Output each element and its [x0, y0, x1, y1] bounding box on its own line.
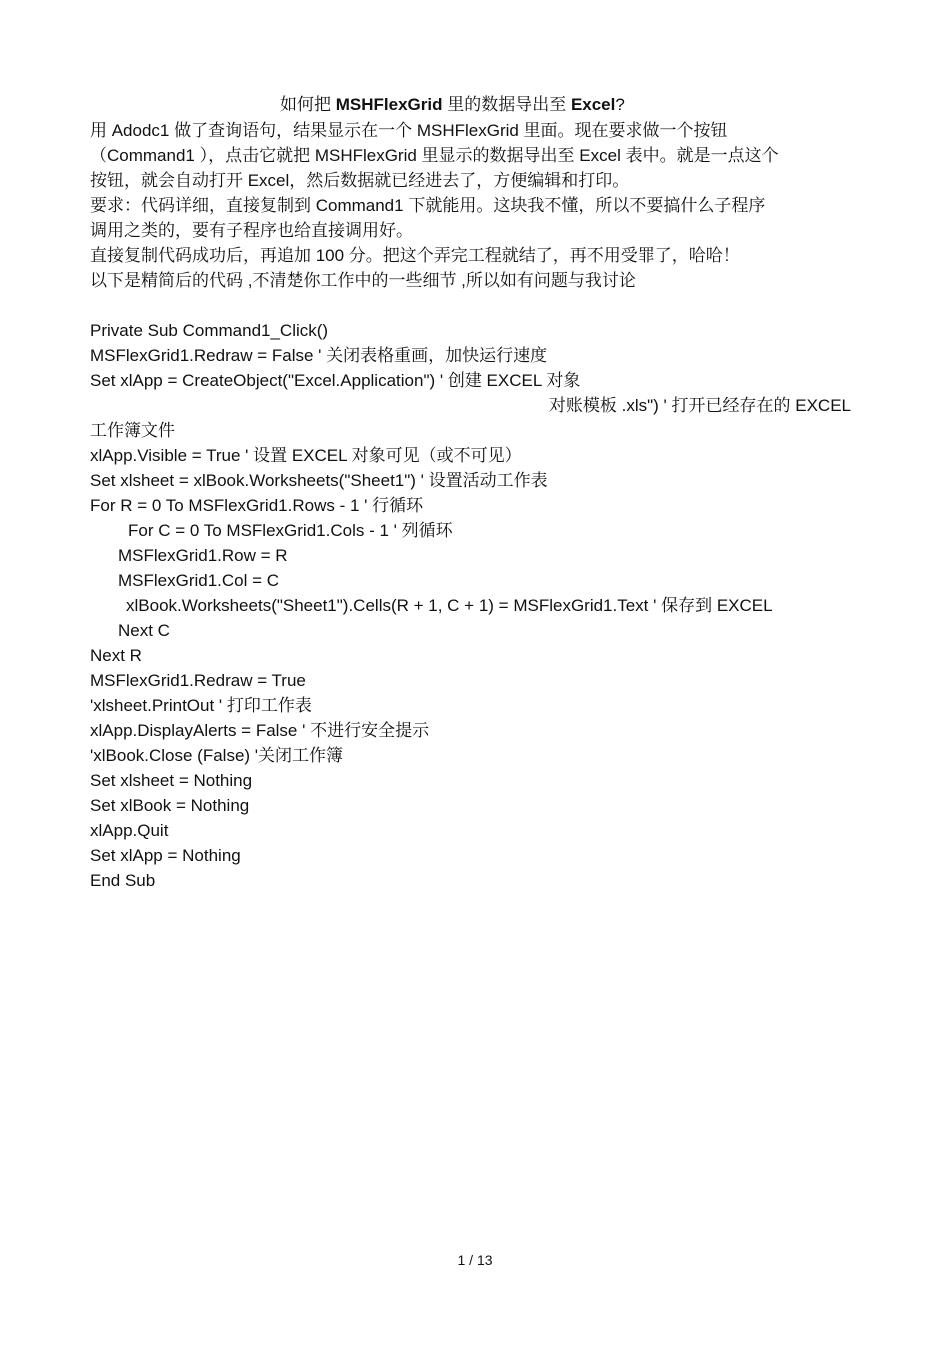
intro-line: 按钮，就会自动打开 Excel，然后数据就已经进去了，方便编辑和打印。 [90, 171, 630, 190]
title-part2: 里的数据导出至 [442, 95, 571, 114]
title-part1: 如何把 [280, 95, 336, 114]
code-line: Set xlsheet = Nothing [90, 771, 253, 790]
code-line: xlApp.Quit [90, 821, 169, 840]
code-line: Set xlBook = Nothing [90, 796, 250, 815]
intro-line: 要求：代码详细，直接复制到 Command1 下就能用。这块我不懂，所以不要搞什么子程序 [90, 196, 766, 215]
intro-line: 用 Adodc1 做了查询语句，结果显示在一个 MSHFlexGrid 里面。现在要求做一个按钮 [90, 121, 728, 140]
document-title [280, 93, 625, 117]
intro-line: （Command1 ），点击它就把 MSHFlexGrid 里显示的数据导出至 Excel 表中。就是一点这个 [90, 146, 779, 165]
page-number: 1 / 13 [457, 1252, 493, 1268]
code-line: 对账模板 .xls") ' 打开已经存在的 EXCEL [548, 396, 851, 415]
code-line: xlApp.DisplayAlerts = False ' 不进行安全提示 [90, 721, 430, 740]
code-line: MSFlexGrid1.Col = C [118, 571, 280, 590]
code-line: Set xlsheet = xlBook.Worksheets("Sheet1") ' 设置活动工作表 [90, 471, 548, 490]
code-line: MSFlexGrid1.Redraw = False ' 关闭表格重画，加快运行速度 [90, 346, 548, 365]
code-line: Private Sub Command1_Click() [90, 321, 329, 340]
title-part3: ? [615, 95, 625, 114]
code-line: For R = 0 To MSFlexGrid1.Rows - 1 ' 行循环 [90, 496, 424, 515]
intro-line: 直接复制代码成功后，再追加 100 分。把这个弄完工程就结了，再不用受罪了，哈哈！ [90, 246, 740, 265]
code-line: xlBook.Worksheets("Sheet1").Cells(R + 1, C + 1) = MSFlexGrid1.Text ' 保存到 EXCEL [126, 596, 773, 615]
code-line: MSFlexGrid1.Row = R [118, 546, 288, 565]
question-text [90, 118, 860, 293]
code-line: MSFlexGrid1.Redraw = True [90, 671, 306, 690]
intro-line: 以下是精简后的代码 ,不清楚你工作中的一些细节 ,所以如有问题与我讨论 [90, 271, 636, 290]
code-line: Next R [90, 646, 142, 665]
code-block [90, 318, 860, 893]
code-line: 工作簿文件 [90, 421, 175, 440]
code-line: End Sub [90, 871, 156, 890]
code-line: For C = 0 To MSFlexGrid1.Cols - 1 ' 列循环 [128, 521, 453, 540]
code-line: 'xlBook.Close (False) '关闭工作簿 [90, 746, 344, 765]
code-line: 'xlsheet.PrintOut ' 打印工作表 [90, 696, 312, 715]
code-line: Set xlApp = Nothing [90, 846, 241, 865]
title-bold-mshflexgrid: MSHFlexGrid [335, 95, 443, 114]
title-bold-excel: Excel [570, 95, 616, 114]
intro-line: 调用之类的，要有子程序也给直接调用好。 [90, 221, 413, 240]
code-line: Set xlApp = CreateObject("Excel.Application") ' 创建 EXCEL 对象 [90, 371, 581, 390]
code-line: xlApp.Visible = True ' 设置 EXCEL 对象可见（或不可见） [90, 446, 522, 465]
code-line: Next C [118, 621, 170, 640]
